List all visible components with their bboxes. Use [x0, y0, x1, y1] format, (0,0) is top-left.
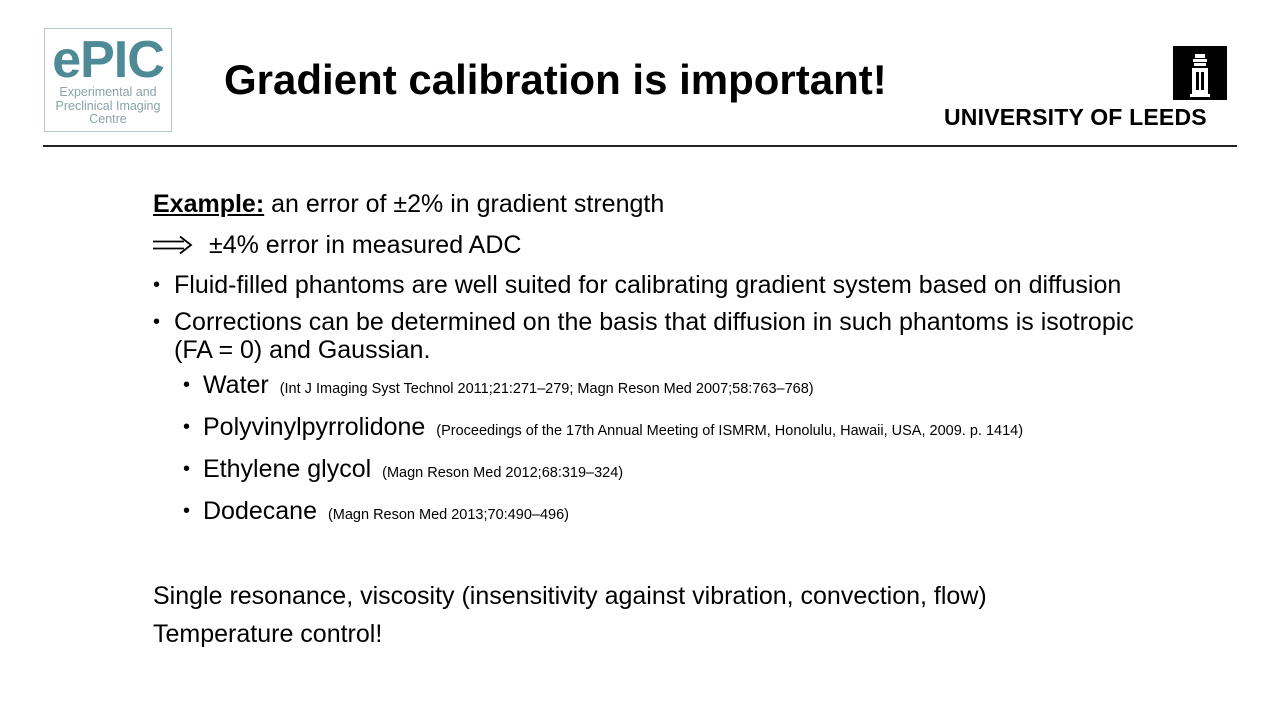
university-of-leeds-logo — [944, 46, 1228, 132]
sub-bullet-item — [153, 412, 1153, 446]
clock-tower-icon — [1173, 46, 1227, 100]
implies-line — [153, 229, 1153, 261]
sub-bullet-item — [153, 496, 1153, 530]
header-divider — [43, 145, 1237, 147]
sub-bullet-item — [153, 370, 1153, 404]
reference: (Proceedings of the 17th Annual Meeting of ISMRM, Honolulu, Hawaii, USA, 2009. p. 1414) — [436, 423, 1024, 439]
university-name: UNIVERSITY OF LEEDS — [944, 104, 1207, 130]
example-line — [153, 188, 1153, 220]
epic-logo-subtitle — [45, 86, 171, 127]
slide-title: Gradient calibration is important! — [224, 56, 887, 103]
slide-content — [153, 188, 1153, 653]
sub-bullet-list — [153, 370, 1153, 530]
epic-logo — [44, 28, 172, 132]
reference: (Magn Reson Med 2013;70:490–496) — [327, 507, 569, 523]
epic-logo-line: Preclinical Imaging — [55, 98, 161, 113]
bullet-list — [153, 271, 1153, 530]
phantom-name: Water — [203, 371, 269, 399]
epic-logo-line: Experimental and — [59, 85, 157, 99]
reference: (Int J Imaging Syst Technol 2011;21:271–279; Magn Reson Med 2007;58:763–768) — [279, 381, 814, 397]
summary-line: Single resonance, viscosity (insensitivity against vibration, convection, flow) — [153, 582, 987, 610]
epic-logo-line: Centre — [89, 112, 127, 126]
example-label: Example: — [153, 190, 265, 218]
bullet-item: • Fluid-filled phantoms are well suited for calibrating gradient system based on diffusion — [153, 271, 1153, 299]
summary-lines — [153, 577, 1153, 653]
implies-arrow-icon — [153, 235, 193, 255]
phantom-name: Ethylene glycol — [203, 455, 372, 483]
reference: (Magn Reson Med 2012;68:319–324) — [382, 465, 624, 481]
example-text: an error of ±2% in gradient strength — [264, 190, 665, 218]
phantom-name: Dodecane — [203, 497, 317, 525]
summary-line: Temperature control! — [153, 620, 383, 648]
implies-text: ±4% error in measured ADC — [209, 231, 522, 259]
phantom-name: Polyvinylpyrrolidone — [203, 413, 426, 441]
epic-logo-mark: ePIC — [52, 31, 164, 89]
sub-bullet-item — [153, 454, 1153, 488]
bullet-item: • Corrections can be determined on the basis that diffusion in such phantoms is isotropic (FA = 0) and Gaussian. — [153, 308, 1153, 364]
